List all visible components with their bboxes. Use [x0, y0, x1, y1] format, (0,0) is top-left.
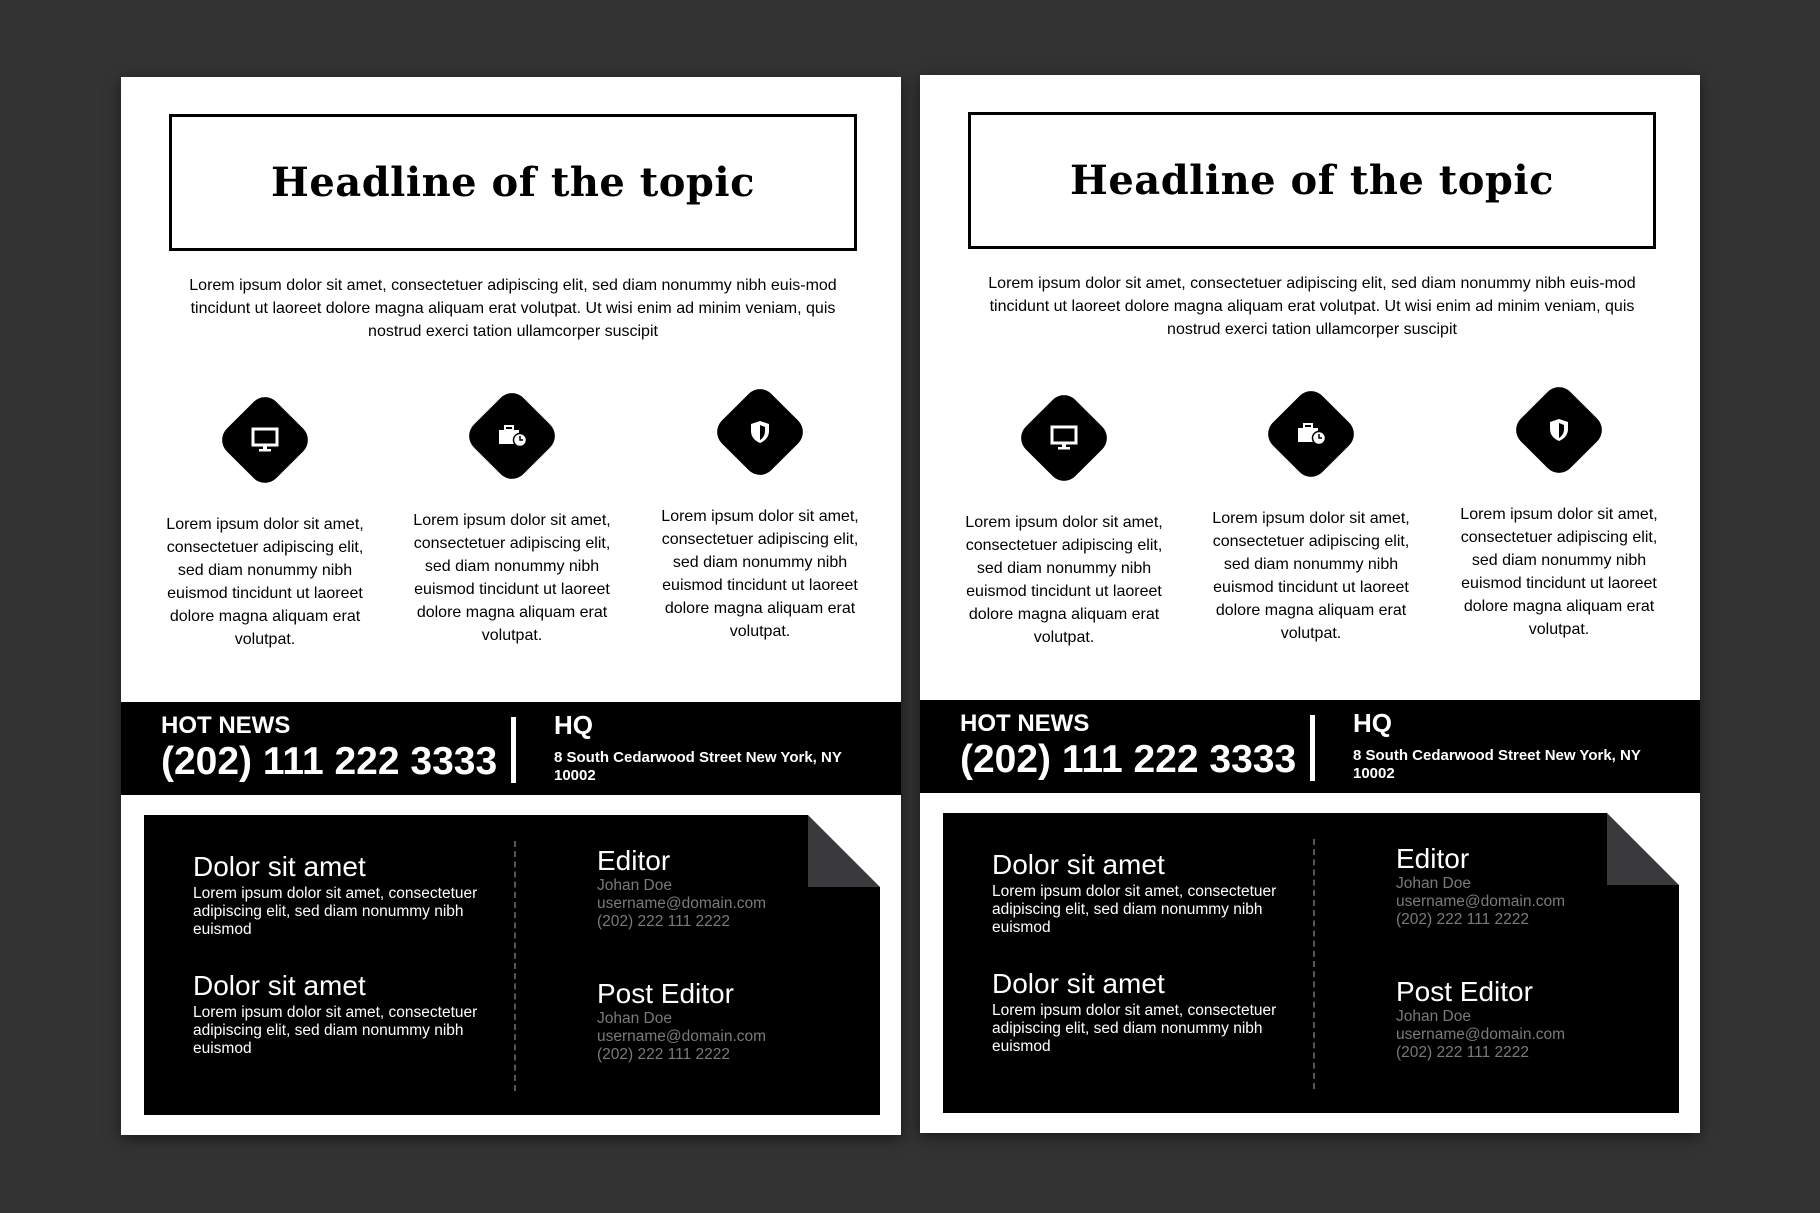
- item-text: Lorem ipsum dolor sit amet, consectetuer adipiscing elit, sed diam nonummy nibh euismod: [992, 1002, 1277, 1055]
- item-title: Dolor sit amet: [992, 849, 1165, 880]
- hq-address: 8 South Cedarwood Street New York, NY 10002: [1353, 747, 1641, 782]
- feature-text: Lorem ipsum dolor sit amet, consectetuer adipiscing elit, sed diam nonummy nibh euismod tincidunt ut laoreet dolore magna aliquam erat volutpat.: [661, 508, 859, 640]
- flyer-page-right: [920, 75, 1700, 1133]
- role-email: username@domain.com: [597, 895, 767, 912]
- item-text: Lorem ipsum dolor sit amet, consectetuer adipiscing elit, sed diam nonummy nibh euismod: [193, 885, 478, 938]
- role-title: Editor: [597, 845, 671, 876]
- divider: [511, 717, 516, 783]
- role-phone: (202) 222 111 2222: [1396, 911, 1530, 928]
- feature-1: [964, 403, 1164, 649]
- role-email: username@domain.com: [1396, 893, 1566, 910]
- item-text: Lorem ipsum dolor sit amet, consectetuer adipiscing elit, sed diam nonummy nibh euismod: [992, 883, 1277, 936]
- contact-band: [920, 700, 1700, 793]
- headline: Headline of the topic: [271, 159, 755, 206]
- role-phone: (202) 222 111 2222: [1396, 1044, 1530, 1061]
- info-item: [193, 970, 493, 1058]
- hot-news-phone: (202) 111 222 3333: [960, 738, 1297, 781]
- feature-2: [412, 401, 612, 647]
- hot-news-label: HOT NEWS: [161, 712, 291, 739]
- role-name: Johan Doe: [597, 1010, 672, 1027]
- info-item: [992, 968, 1292, 1056]
- role-email: username@domain.com: [1396, 1026, 1566, 1043]
- info-item: [992, 849, 1292, 937]
- briefcase-clock-icon: [463, 387, 562, 486]
- feature-3: [1459, 395, 1659, 641]
- item-title: Dolor sit amet: [992, 968, 1165, 999]
- feature-1: [165, 405, 365, 651]
- hq-label: HQ: [554, 710, 593, 740]
- info-item: [193, 851, 493, 939]
- staff-card: [943, 813, 1679, 1113]
- hq-address: 8 South Cedarwood Street New York, NY 10002: [554, 749, 842, 784]
- hq-label: HQ: [1353, 708, 1392, 738]
- intro-paragraph: Lorem ipsum dolor sit amet, consectetuer adipiscing elit, sed diam nonummy nibh euis-mod tincidunt ut laoreet dolore magna aliquam erat volutpat. Ut wisi enim ad minim veniam, quis nostrud exerci tation ullamcorper suscipit: [189, 277, 837, 340]
- feature-text: Lorem ipsum dolor sit amet, consectetuer adipiscing elit, sed diam nonummy nibh euismod tincidunt ut laoreet dolore magna aliquam erat volutpat.: [166, 516, 364, 648]
- role-editor: [1396, 843, 1656, 929]
- contact-band: [121, 702, 901, 795]
- feature-text: Lorem ipsum dolor sit amet, consectetuer adipiscing elit, sed diam nonummy nibh euismod tincidunt ut laoreet dolore magna aliquam erat volutpat.: [1212, 510, 1410, 642]
- role-phone: (202) 222 111 2222: [597, 1046, 731, 1063]
- role-post-editor: [597, 978, 857, 1064]
- role-post-editor: [1396, 976, 1656, 1062]
- headline: Headline of the topic: [1070, 157, 1554, 204]
- role-name: Johan Doe: [1396, 875, 1471, 892]
- item-title: Dolor sit amet: [193, 851, 366, 882]
- feature-text: Lorem ipsum dolor sit amet, consectetuer adipiscing elit, sed diam nonummy nibh euismod tincidunt ut laoreet dolore magna aliquam erat volutpat.: [1460, 506, 1658, 638]
- role-title: Post Editor: [1396, 976, 1533, 1007]
- flyer-page-left: [121, 77, 901, 1135]
- role-name: Johan Doe: [597, 877, 672, 894]
- shield-icon: [711, 383, 810, 482]
- item-text: Lorem ipsum dolor sit amet, consectetuer adipiscing elit, sed diam nonummy nibh euismod: [193, 1004, 478, 1057]
- role-editor: [597, 845, 857, 931]
- intro-paragraph: Lorem ipsum dolor sit amet, consectetuer adipiscing elit, sed diam nonummy nibh euis-mod tincidunt ut laoreet dolore magna aliquam erat volutpat. Ut wisi enim ad minim veniam, quis nostrud exerci tation ullamcorper suscipit: [988, 275, 1636, 338]
- headline-box: [169, 114, 857, 251]
- role-phone: (202) 222 111 2222: [597, 913, 731, 930]
- feature-2: [1211, 399, 1411, 645]
- briefcase-clock-icon: [1262, 385, 1361, 484]
- headline-box: [968, 112, 1656, 249]
- feature-text: Lorem ipsum dolor sit amet, consectetuer adipiscing elit, sed diam nonummy nibh euismod tincidunt ut laoreet dolore magna aliquam erat volutpat.: [413, 512, 611, 644]
- role-title: Editor: [1396, 843, 1470, 874]
- feature-text: Lorem ipsum dolor sit amet, consectetuer adipiscing elit, sed diam nonummy nibh euismod tincidunt ut laoreet dolore magna aliquam erat volutpat.: [965, 514, 1163, 646]
- role-email: username@domain.com: [597, 1028, 767, 1045]
- staff-card: [144, 815, 880, 1115]
- hot-news-label: HOT NEWS: [960, 710, 1090, 737]
- dashed-divider: [1313, 839, 1315, 1089]
- divider: [1310, 715, 1315, 781]
- feature-3: [660, 397, 860, 643]
- role-title: Post Editor: [597, 978, 734, 1009]
- monitor-icon: [1015, 389, 1114, 488]
- monitor-icon: [216, 391, 315, 490]
- dashed-divider: [514, 841, 516, 1091]
- shield-icon: [1510, 381, 1609, 480]
- role-name: Johan Doe: [1396, 1008, 1471, 1025]
- hot-news-phone: (202) 111 222 3333: [161, 740, 498, 783]
- item-title: Dolor sit amet: [193, 970, 366, 1001]
